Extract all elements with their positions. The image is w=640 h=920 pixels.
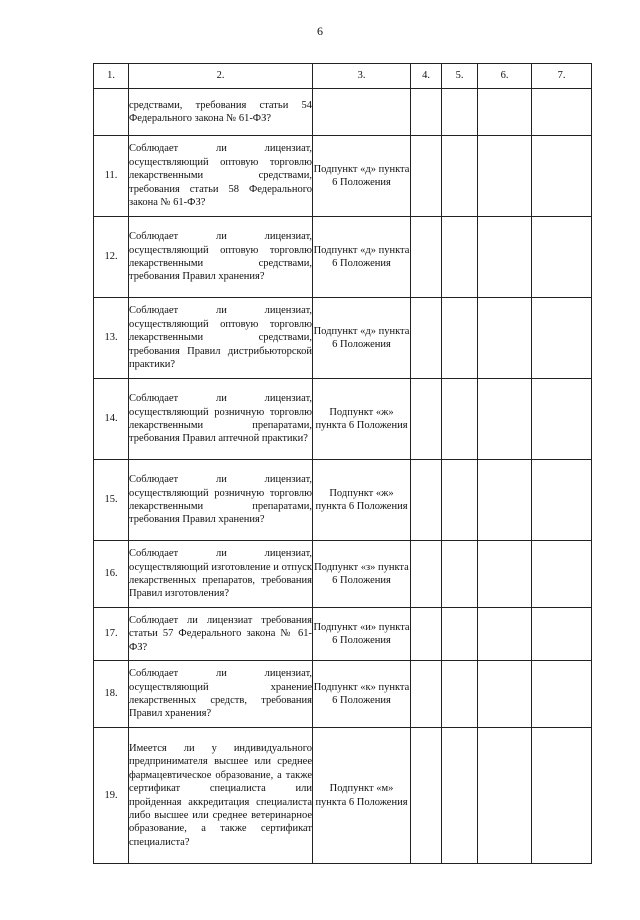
- answer-cell-yes[interactable]: [411, 608, 442, 661]
- table-row: [94, 661, 592, 728]
- row-reference: Подпункт «к» пункта 6 Положения: [313, 661, 411, 728]
- row-reference: Подпункт «и» пункта 6 Положения: [313, 608, 411, 661]
- row-number: 11.: [94, 136, 129, 217]
- answer-cell-na[interactable]: [478, 541, 532, 608]
- row-reference: Подпункт «д» пункта 6 Положения: [313, 217, 411, 298]
- table-row: [94, 541, 592, 608]
- comment-cell[interactable]: [532, 460, 592, 541]
- checklist-table: [93, 63, 592, 864]
- answer-cell-no[interactable]: [442, 728, 478, 864]
- row-question: Соблюдает ли лицензиат, осуществляющий розничную торговлю лекарственными препаратами, требования Правил аптечной практики?: [129, 379, 313, 460]
- table-row: [94, 89, 592, 136]
- header-col-7: 7.: [532, 64, 592, 89]
- answer-cell-no[interactable]: [442, 460, 478, 541]
- table-row: [94, 379, 592, 460]
- comment-cell[interactable]: [532, 728, 592, 864]
- row-number: 14.: [94, 379, 129, 460]
- answer-cell-no[interactable]: [442, 89, 478, 136]
- comment-cell[interactable]: [532, 379, 592, 460]
- row-number: 19.: [94, 728, 129, 864]
- answer-cell-yes[interactable]: [411, 728, 442, 864]
- row-question: Имеется ли у индивидуального предпринимателя высшее или среднее фармацевтическое образование, а также сертификат специалиста или пройденная аккредитация специалиста либо высшее или среднее ветеринарное образование, а также сертификат специалиста?: [129, 728, 313, 864]
- table-row: [94, 460, 592, 541]
- row-number: 16.: [94, 541, 129, 608]
- answer-cell-yes[interactable]: [411, 460, 442, 541]
- table-row: [94, 728, 592, 864]
- header-col-6: 6.: [478, 64, 532, 89]
- header-col-2: 2.: [129, 64, 313, 89]
- row-number: 17.: [94, 608, 129, 661]
- answer-cell-yes[interactable]: [411, 379, 442, 460]
- table-row: [94, 217, 592, 298]
- comment-cell[interactable]: [532, 89, 592, 136]
- answer-cell-na[interactable]: [478, 217, 532, 298]
- row-number: [94, 89, 129, 136]
- answer-cell-na[interactable]: [478, 298, 532, 379]
- table-row: [94, 136, 592, 217]
- row-number: 13.: [94, 298, 129, 379]
- header-col-4: 4.: [411, 64, 442, 89]
- answer-cell-yes[interactable]: [411, 661, 442, 728]
- row-question: Соблюдает ли лицензиат, осуществляющий розничную торговлю лекарственными препаратами, требования Правил хранения?: [129, 460, 313, 541]
- answer-cell-yes[interactable]: [411, 217, 442, 298]
- row-question: Соблюдает ли лицензиат, осуществляющий оптовую торговлю лекарственными средствами, требования Правил хранения?: [129, 217, 313, 298]
- answer-cell-yes[interactable]: [411, 89, 442, 136]
- header-row: [94, 64, 592, 89]
- answer-cell-yes[interactable]: [411, 298, 442, 379]
- row-question: средствами, требования статьи 54 Федерального закона № 61-ФЗ?: [129, 89, 313, 136]
- table-row: [94, 298, 592, 379]
- answer-cell-na[interactable]: [478, 608, 532, 661]
- row-number: 12.: [94, 217, 129, 298]
- answer-cell-yes[interactable]: [411, 136, 442, 217]
- answer-cell-yes[interactable]: [411, 541, 442, 608]
- comment-cell[interactable]: [532, 661, 592, 728]
- row-reference: [313, 89, 411, 136]
- answer-cell-no[interactable]: [442, 136, 478, 217]
- comment-cell[interactable]: [532, 217, 592, 298]
- comment-cell[interactable]: [532, 136, 592, 217]
- answer-cell-na[interactable]: [478, 728, 532, 864]
- row-reference: Подпункт «з» пункта 6 Положения: [313, 541, 411, 608]
- answer-cell-na[interactable]: [478, 89, 532, 136]
- answer-cell-no[interactable]: [442, 298, 478, 379]
- answer-cell-na[interactable]: [478, 460, 532, 541]
- header-col-1: 1.: [94, 64, 129, 89]
- row-question: Соблюдает ли лицензиат, осуществляющий оптовую торговлю лекарственными средствами, требования Правил дистрибьюторской практики?: [129, 298, 313, 379]
- answer-cell-no[interactable]: [442, 608, 478, 661]
- row-reference: Подпункт «м» пункта 6 Положения: [313, 728, 411, 864]
- answer-cell-na[interactable]: [478, 136, 532, 217]
- answer-cell-no[interactable]: [442, 661, 478, 728]
- comment-cell[interactable]: [532, 608, 592, 661]
- table-row: [94, 608, 592, 661]
- answer-cell-na[interactable]: [478, 379, 532, 460]
- row-question: Соблюдает ли лицензиат требования статьи 57 Федерального закона № 61-ФЗ?: [129, 608, 313, 661]
- row-reference: Подпункт «ж» пункта 6 Положения: [313, 460, 411, 541]
- row-number: 15.: [94, 460, 129, 541]
- answer-cell-na[interactable]: [478, 661, 532, 728]
- page-number: 6: [317, 24, 323, 38]
- answer-cell-no[interactable]: [442, 379, 478, 460]
- comment-cell[interactable]: [532, 541, 592, 608]
- answer-cell-no[interactable]: [442, 217, 478, 298]
- row-question: Соблюдает ли лицензиат, осуществляющий хранение лекарственных средств, требования Правил хранения?: [129, 661, 313, 728]
- row-reference: Подпункт «д» пункта 6 Положения: [313, 136, 411, 217]
- row-question: Соблюдает ли лицензиат, осуществляющий оптовую торговлю лекарственными средствами, требования статьи 58 Федерального закона № 61-ФЗ?: [129, 136, 313, 217]
- row-reference: Подпункт «ж» пункта 6 Положения: [313, 379, 411, 460]
- answer-cell-no[interactable]: [442, 541, 478, 608]
- row-question: Соблюдает ли лицензиат, осуществляющий изготовление и отпуск лекарственных препаратов, требования Правил изготовления?: [129, 541, 313, 608]
- row-reference: Подпункт «д» пункта 6 Положения: [313, 298, 411, 379]
- header-col-3: 3.: [313, 64, 411, 89]
- header-col-5: 5.: [442, 64, 478, 89]
- comment-cell[interactable]: [532, 298, 592, 379]
- row-number: 18.: [94, 661, 129, 728]
